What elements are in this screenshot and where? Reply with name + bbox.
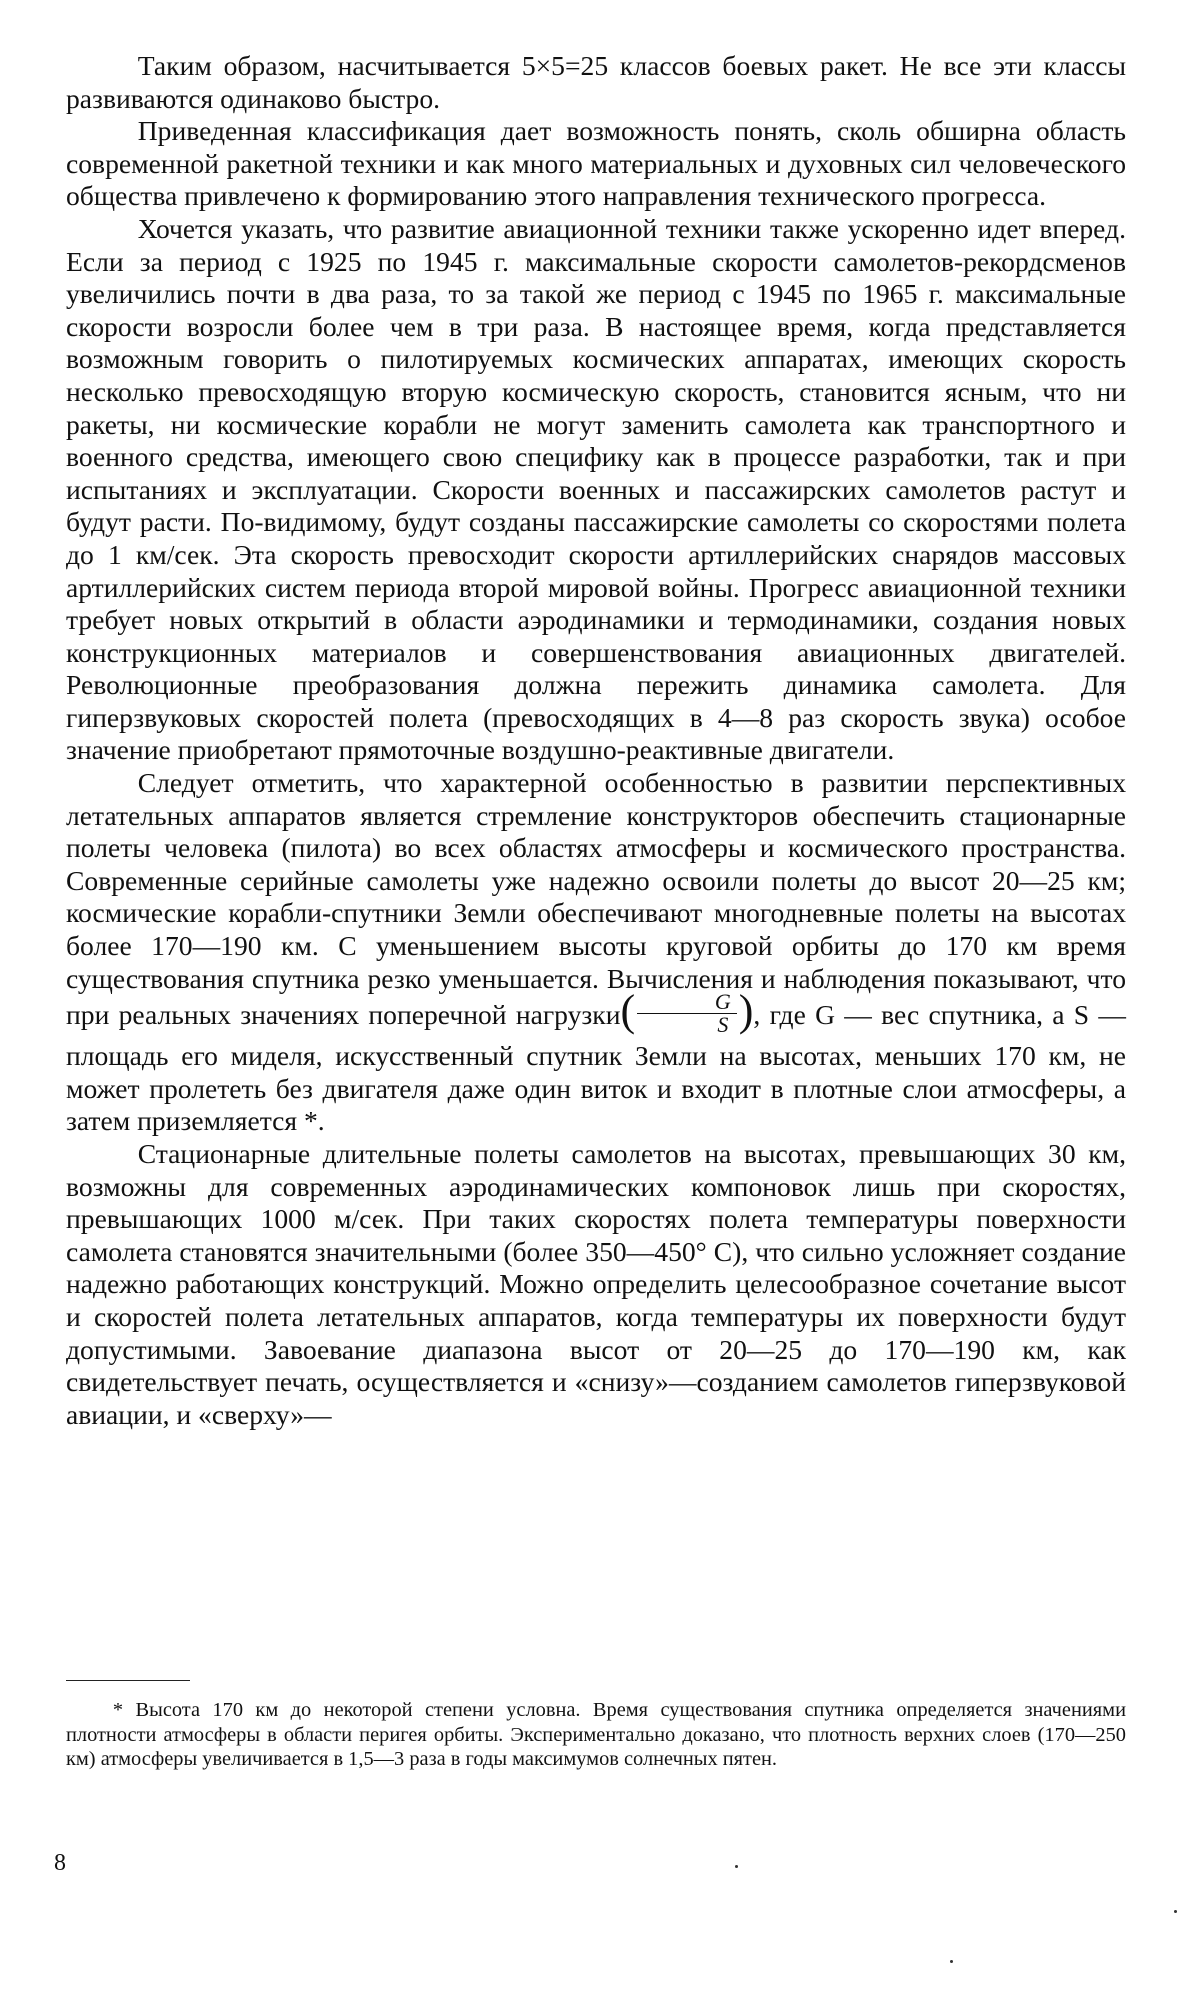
- paragraph-5: Стационарные длительные полеты самолетов на высотах, превышающих 30 км, возможны для современных аэродинамических компоновок лишь при скоростях, превышающих 1000 м/сек. При таких скоростях полета температуры поверхности самолета становятся значительными (более 350—450° С), что сильно усложняет создание надежно работающих конструкций. Можно определить целесообразное сочетание высот и скоростей полета летательных аппаратов, когда температуры их поверхности будут допустимыми. Завоевание диапазона высот от 20—25 до 170—190 км, как свидетельствует печать, осуществляется и «снизу»—созданием самолетов гиперзвуковой авиации, и «сверху»—: [66, 1138, 1126, 1430]
- scan-speck: [1174, 1910, 1177, 1913]
- load-fraction: [637, 991, 737, 1036]
- paragraph-1: Таким образом, насчитывается 5×5=25 классов боевых ракет. Не все эти классы развиваются одинаково быстро.: [66, 50, 1126, 114]
- paragraph-4-text-before: Следует отметить, что характерной особенностью в развитии перспективных летательных аппаратов является стремление конструкторов обеспечить стационарные полеты человека (пилота) во всех областях атмосферы и космического пространства. Современные серийные самолеты уже надежно освоили полеты до высот 20—25 км; космические корабли-спутники Земли обеспечивают многодневные полеты на высотах более 170—190 км. С уменьшением высоты круговой орбиты до 170 км время существования спутника резко уменьшается. Вычисления и наблюдения показывают, что при реальных значениях поперечной нагрузки: [66, 767, 1126, 1031]
- scan-speck: [735, 1865, 738, 1868]
- page-number: 8: [54, 1850, 66, 1876]
- footnote: * Высота 170 км до некоторой степени условна. Время существования спутника определяется значениями плотности атмосферы в области перигея орбиты. Экспериментально доказано, что плотность верхних слоев (170—250 км) атмосферы увеличивается в 1,5—3 раза в годы максимумов солнечных пятен.: [66, 1699, 1126, 1771]
- paragraph-4: [66, 767, 1126, 1138]
- left-paren: (: [620, 986, 636, 1036]
- footnote-divider: [66, 1680, 190, 1681]
- right-paren: ): [738, 986, 754, 1036]
- fraction-numerator: G: [637, 991, 737, 1014]
- page-body: [66, 50, 1126, 1431]
- scan-speck: [950, 1960, 953, 1963]
- paragraph-4-text-after: , где G — вес спутника, а S — площадь его миделя, искусственный спутник Земли на высотах, меньших 170 км, не может пролететь без двигателя даже один виток и входит в плотные слои атмосферы, а затем приземляется *.: [66, 999, 1126, 1137]
- fraction-denominator: S: [717, 1012, 729, 1038]
- paragraph-2: Приведенная классификация дает возможность понять, сколь обширна область современной ракетной техники и как много материальных и духовных сил человеческого общества привлечено к формированию этого направления технического прогресса.: [66, 115, 1126, 212]
- paragraph-3: Хочется указать, что развитие авиационной техники также ускоренно идет вперед. Если за период с 1925 по 1945 г. максимальные скорости самолетов-рекордсменов увеличились почти в два раза, то за такой же период с 1945 по 1965 г. максимальные скорости возросли более чем в три раза. В настоящее время, когда представляется возможным говорить о пилотируемых космических аппаратах, имеющих скорость несколько превосходящую вторую космическую скорость, становится ясным, что ни ракеты, ни космические корабли не могут заменить самолета как транспортного и военного средства, имеющего свою специфику как в процессе разработки, так и при испытаниях и эксплуатации. Скорости военных и пассажирских самолетов растут и будут расти. По-видимому, будут созданы пассажирские самолеты со скоростями полета до 1 км/сек. Эта скорость превосходит скорости артиллерийских снарядов массовых артиллерийских систем периода второй мировой войны. Прогресс авиационной техники требует новых открытий в области аэродинамики и термодинамики, создания новых конструкционных материалов и совершенствования авиационных двигателей. Революционные преобразования должна пережить динамика самолета. Для гиперзвуковых скоростей полета (превосходящих в 4—8 раз скорость звука) особое значение приобретают прямоточные воздушно-реактивные двигатели.: [66, 212, 1126, 766]
